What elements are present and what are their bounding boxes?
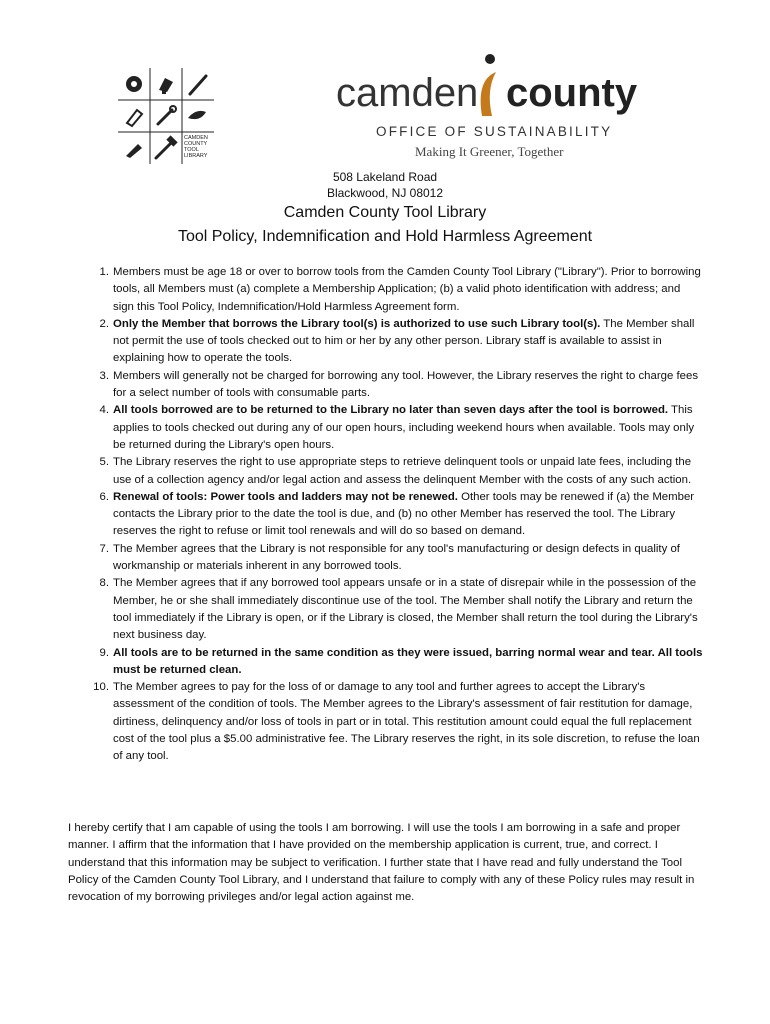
- policy-item: [99, 575, 703, 644]
- policy-item-number: 6.: [99, 490, 109, 503]
- tagline: Making It Greener, Together: [415, 144, 564, 159]
- brand-camden: camden: [336, 71, 479, 115]
- policy-item: [99, 489, 703, 541]
- policy-item-number: 3.: [99, 369, 109, 382]
- swoosh-icon: [481, 54, 496, 116]
- policy-item-bold: All tools borrowed are to be returned to the Library no later than seven days after the tool is borrowed.: [113, 404, 669, 417]
- logo-text-line3: TOOL: [184, 147, 199, 153]
- policy-item: [93, 679, 703, 765]
- logo-text-line2: COUNTY: [184, 141, 208, 147]
- page-subtitle: Tool Policy, Indemnification and Hold Harmless Agreement: [177, 228, 593, 245]
- camden-county-logo: [336, 50, 656, 160]
- policy-item-number: 2.: [99, 317, 109, 330]
- policy-item-number: 9.: [99, 646, 109, 659]
- policy-item-text: Members must be age 18 or over to borrow tools from the Camden County Tool Library ("Library"). Prior to borrowing tools, all Members must (a) complete a Membership Application; (b) a valid photo identification with address; and sign this Tool Policy, Indemnification/Hold Harmless Agreement form.: [113, 266, 701, 313]
- logo-text-line1: CAMDEN: [184, 135, 208, 141]
- saw-blade-icon: [126, 76, 142, 92]
- policy-item-text: This applies to tools checked out during any of our open hours, including weekend hours when available. Tools may only be returned during the Library's open hours.: [113, 404, 695, 451]
- policy-item: [99, 541, 703, 576]
- policy-item: [99, 368, 703, 403]
- trowel-icon: [126, 144, 142, 158]
- policy-item-text: The Member agrees that the Library is not responsible for any tool's manufacturing or design defects in quality of workmanship or materials inherent in any borrowed tools.: [113, 542, 680, 573]
- logo-text-line4: LIBRARY: [184, 153, 208, 159]
- certification-statement: I hereby certify that I am capable of using the tools I am borrowing. I will use the tools I am borrowing in a safe and proper manner. I affirm that the information that I have provided on the membership application is current, true, and correct. I understand that this information may be subject to verification. I further state that I have read and fully understand the Tool Policy of the Camden County Tool Library, and I understand that failure to comply with any of these Policy rules may result in revocation of my borrowing privileges and/or legal action against me.: [68, 822, 695, 904]
- hammer-icon: [156, 135, 178, 158]
- policy-item-text: The Member agrees that if any borrowed tool appears unsafe or in a state of disrepair while in the possession of the Member, he or she shall immediately discontinue use of the tool. The Member shall notify the Library and return the tool immediately if the Library is open, or if the Library is closed, the Member shall return the tool during the Library's next business day.: [113, 577, 698, 642]
- policy-item-number: 4.: [99, 404, 109, 417]
- paint-brush-icon: [127, 110, 142, 126]
- address-line1: 508 Lakeland Road: [332, 170, 438, 184]
- tool-library-logo: [118, 68, 214, 164]
- policy-list: [93, 264, 703, 766]
- brand-county: county: [506, 71, 638, 115]
- policy-item-bold: Only the Member that borrows the Library tool(s) is authorized to use such Library tool(s).: [113, 317, 601, 330]
- policy-item-number: 1.: [99, 266, 109, 278]
- policy-item-text: The Member agrees to pay for the loss of or damage to any tool and further agrees to accept the Library's assessment of the condition of tools. The Member agrees to the Library's assessment of fair restitution for damage, dirtiness, delinquency and/or loss of tools in part or in total. This restitution amount could equal the full replacement cost of the tool plus a $5.00 administrative fee. The Library reserves the right, in its sole discretion, to refuse the loan of any tool.: [113, 681, 700, 763]
- address-line2: Blackwood, NJ 08012: [326, 186, 444, 200]
- policy-item-number: 5.: [99, 456, 109, 469]
- policy-item-number: 8.: [99, 577, 109, 590]
- policy-item: [99, 316, 703, 368]
- wrench-icon: [158, 106, 176, 124]
- policy-item: [99, 454, 703, 489]
- hedge-trimmer-icon: [188, 111, 206, 119]
- screwdriver-icon: [190, 76, 206, 94]
- policy-item-text: Members will generally not be charged for borrowing any tool. However, the Library reserves the right to charge fees for a select number of tools with consumable parts.: [113, 369, 699, 400]
- drill-icon: [159, 78, 173, 94]
- policy-item-text: The Library reserves the right to use appropriate steps to retrieve delinquent tools or unpaid late fees, including the use of a collection agency and/or legal action and assess the delinquent Member with the costs of any such action.: [113, 456, 692, 486]
- policy-item-bold: All tools are to be returned in the same condition as they were issued, barring normal wear and tear. All tools must be returned clean.: [113, 646, 703, 676]
- policy-item-number: 10.: [93, 681, 109, 694]
- policy-item-number: 7.: [99, 542, 109, 555]
- policy-item: [99, 264, 703, 316]
- policy-item-text: The Member shall not permit the use of tools checked out to him or her by any other person. Library staff is available to assist in explaining how to operate the tools.: [113, 317, 695, 365]
- page-title: Camden County Tool Library: [283, 204, 487, 221]
- policy-item: [99, 645, 703, 680]
- policy-item-bold: Renewal of tools: Power tools and ladders may not be renewed.: [113, 490, 458, 503]
- policy-item-text: Other tools may be renewed if (a) the Member contacts the Library prior to the date the tool is due, and (b) no other Member has reserved the tool. The Library reserves the right to refuse or limit tool renewals and will do so based on demand.: [113, 490, 695, 538]
- policy-item: [99, 402, 703, 454]
- office-name: OFFICE OF SUSTAINABILITY: [376, 124, 613, 139]
